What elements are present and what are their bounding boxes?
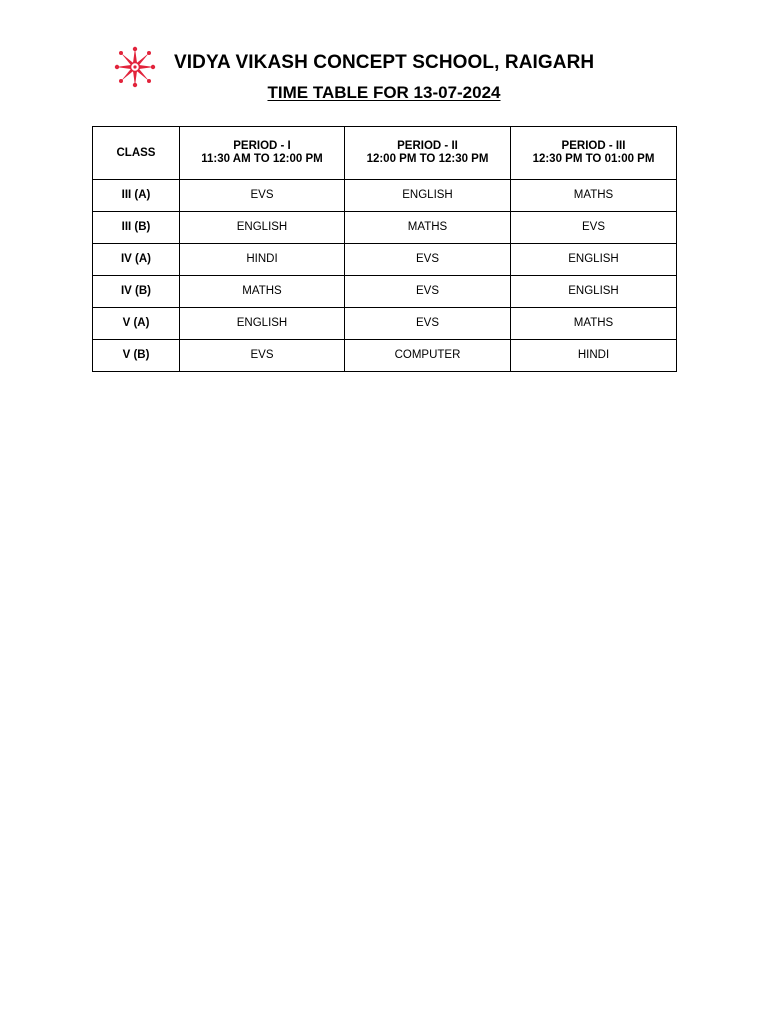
header-row <box>93 127 677 180</box>
subject-cell: HINDI <box>511 340 677 372</box>
table-row <box>93 276 677 308</box>
period-name: PERIOD - II <box>397 140 458 152</box>
subject-cell: EVS <box>511 212 677 244</box>
column-header-period-1 <box>180 127 345 180</box>
subject-cell: MATHS <box>511 308 677 340</box>
table-row <box>93 244 677 276</box>
subject-cell: ENGLISH <box>180 212 345 244</box>
table-row <box>93 212 677 244</box>
table-row <box>93 340 677 372</box>
subject-cell: ENGLISH <box>345 180 511 212</box>
subject-cell: COMPUTER <box>345 340 511 372</box>
class-cell: III (B) <box>93 212 180 244</box>
timetable-title: TIME TABLE FOR 13-07-2024 <box>267 83 501 102</box>
subject-cell: MATHS <box>345 212 511 244</box>
subject-cell: ENGLISH <box>511 276 677 308</box>
class-cell: IV (B) <box>93 276 180 308</box>
subject-cell: ENGLISH <box>511 244 677 276</box>
subject-cell: EVS <box>345 308 511 340</box>
column-header-class: CLASS <box>93 127 180 180</box>
red-star-logo-icon <box>114 46 156 88</box>
document-header <box>0 44 768 114</box>
class-cell: V (B) <box>93 340 180 372</box>
table-row <box>93 308 677 340</box>
timetable-table <box>92 126 677 372</box>
period-time: 12:00 PM TO 12:30 PM <box>366 153 489 165</box>
subject-cell: MATHS <box>180 276 345 308</box>
period-time: 11:30 AM TO 12:00 PM <box>201 153 323 165</box>
class-cell: IV (A) <box>93 244 180 276</box>
column-header-period-3 <box>511 127 677 180</box>
subject-cell: EVS <box>345 276 511 308</box>
subject-cell: EVS <box>180 180 345 212</box>
subject-cell: HINDI <box>180 244 345 276</box>
subject-cell: EVS <box>345 244 511 276</box>
subject-cell: ENGLISH <box>180 308 345 340</box>
column-header-period-2 <box>345 127 511 180</box>
table-row <box>93 180 677 212</box>
school-name: VIDYA VIKASH CONCEPT SCHOOL, RAIGARH <box>174 52 595 73</box>
class-cell: III (A) <box>93 180 180 212</box>
period-name: PERIOD - I <box>233 140 291 152</box>
subject-cell: MATHS <box>511 180 677 212</box>
period-name: PERIOD - III <box>561 140 626 152</box>
class-cell: V (A) <box>93 308 180 340</box>
period-time: 12:30 PM TO 01:00 PM <box>532 153 655 165</box>
subject-cell: EVS <box>180 340 345 372</box>
